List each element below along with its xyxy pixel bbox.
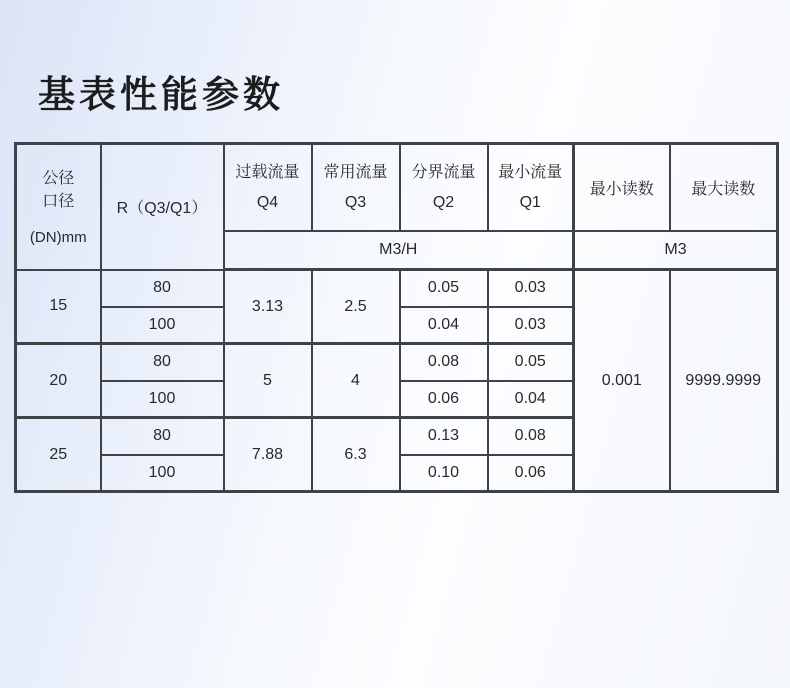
cell-q2: 0.06 — [400, 381, 488, 418]
header-dn — [16, 144, 101, 270]
header-dn-line1: 公径 — [42, 170, 75, 188]
cell-q2: 0.08 — [400, 344, 488, 381]
cell-min-reading: 0.001 — [574, 270, 670, 492]
header-overload-flow-label: 过载流量 — [235, 163, 300, 181]
header-common-flow-label: 常用流量 — [323, 163, 388, 181]
cell-q2: 0.04 — [400, 307, 488, 344]
cell-ratio: 80 — [101, 344, 224, 381]
meter-spec-table — [14, 142, 779, 493]
cell-dn: 25 — [16, 418, 101, 492]
cell-q3: 4 — [312, 344, 400, 418]
cell-q1: 0.05 — [488, 344, 574, 381]
header-dn-line2: 口径 — [42, 193, 75, 211]
cell-q2: 0.13 — [400, 418, 488, 455]
header-max-reading: 最大读数 — [670, 144, 778, 231]
header-dn-unit: (DN)mm — [29, 229, 87, 247]
header-min-flow-sub: Q1 — [519, 193, 541, 211]
cell-q3: 2.5 — [312, 270, 400, 344]
cell-q2: 0.05 — [400, 270, 488, 307]
cell-dn: 20 — [16, 344, 101, 418]
cell-q1: 0.04 — [488, 381, 574, 418]
cell-q4: 7.88 — [224, 418, 312, 492]
cell-ratio: 100 — [101, 455, 224, 492]
unit-flow-cell: M3/H — [224, 231, 574, 270]
header-min-flow — [488, 144, 574, 231]
header-min-flow-label: 最小流量 — [498, 163, 563, 181]
header-common-flow-sub: Q3 — [344, 193, 367, 211]
header-common-flow — [312, 144, 400, 231]
cell-ratio: 100 — [101, 307, 224, 344]
cell-q3: 6.3 — [312, 418, 400, 492]
page-title: 基表性能参数 — [38, 74, 284, 115]
cell-q1: 0.03 — [488, 270, 574, 307]
cell-q1: 0.06 — [488, 455, 574, 492]
cell-ratio: 80 — [101, 418, 224, 455]
header-boundary-flow — [400, 144, 488, 231]
header-ratio: R（Q3/Q1） — [101, 144, 224, 270]
cell-max-reading: 9999.9999 — [670, 270, 778, 492]
cell-q1: 0.08 — [488, 418, 574, 455]
header-boundary-flow-sub: Q2 — [432, 193, 455, 211]
cell-q4: 3.13 — [224, 270, 312, 344]
cell-q1: 0.03 — [488, 307, 574, 344]
cell-q2: 0.10 — [400, 455, 488, 492]
header-overload-flow-sub: Q4 — [256, 193, 279, 211]
cell-dn: 15 — [16, 270, 101, 344]
header-min-reading: 最小读数 — [574, 144, 670, 231]
cell-ratio: 80 — [101, 270, 224, 307]
cell-q4: 5 — [224, 344, 312, 418]
header-overload-flow — [224, 144, 312, 231]
cell-ratio: 100 — [101, 381, 224, 418]
unit-reading-cell: M3 — [574, 231, 778, 270]
header-boundary-flow-label: 分界流量 — [411, 163, 476, 181]
